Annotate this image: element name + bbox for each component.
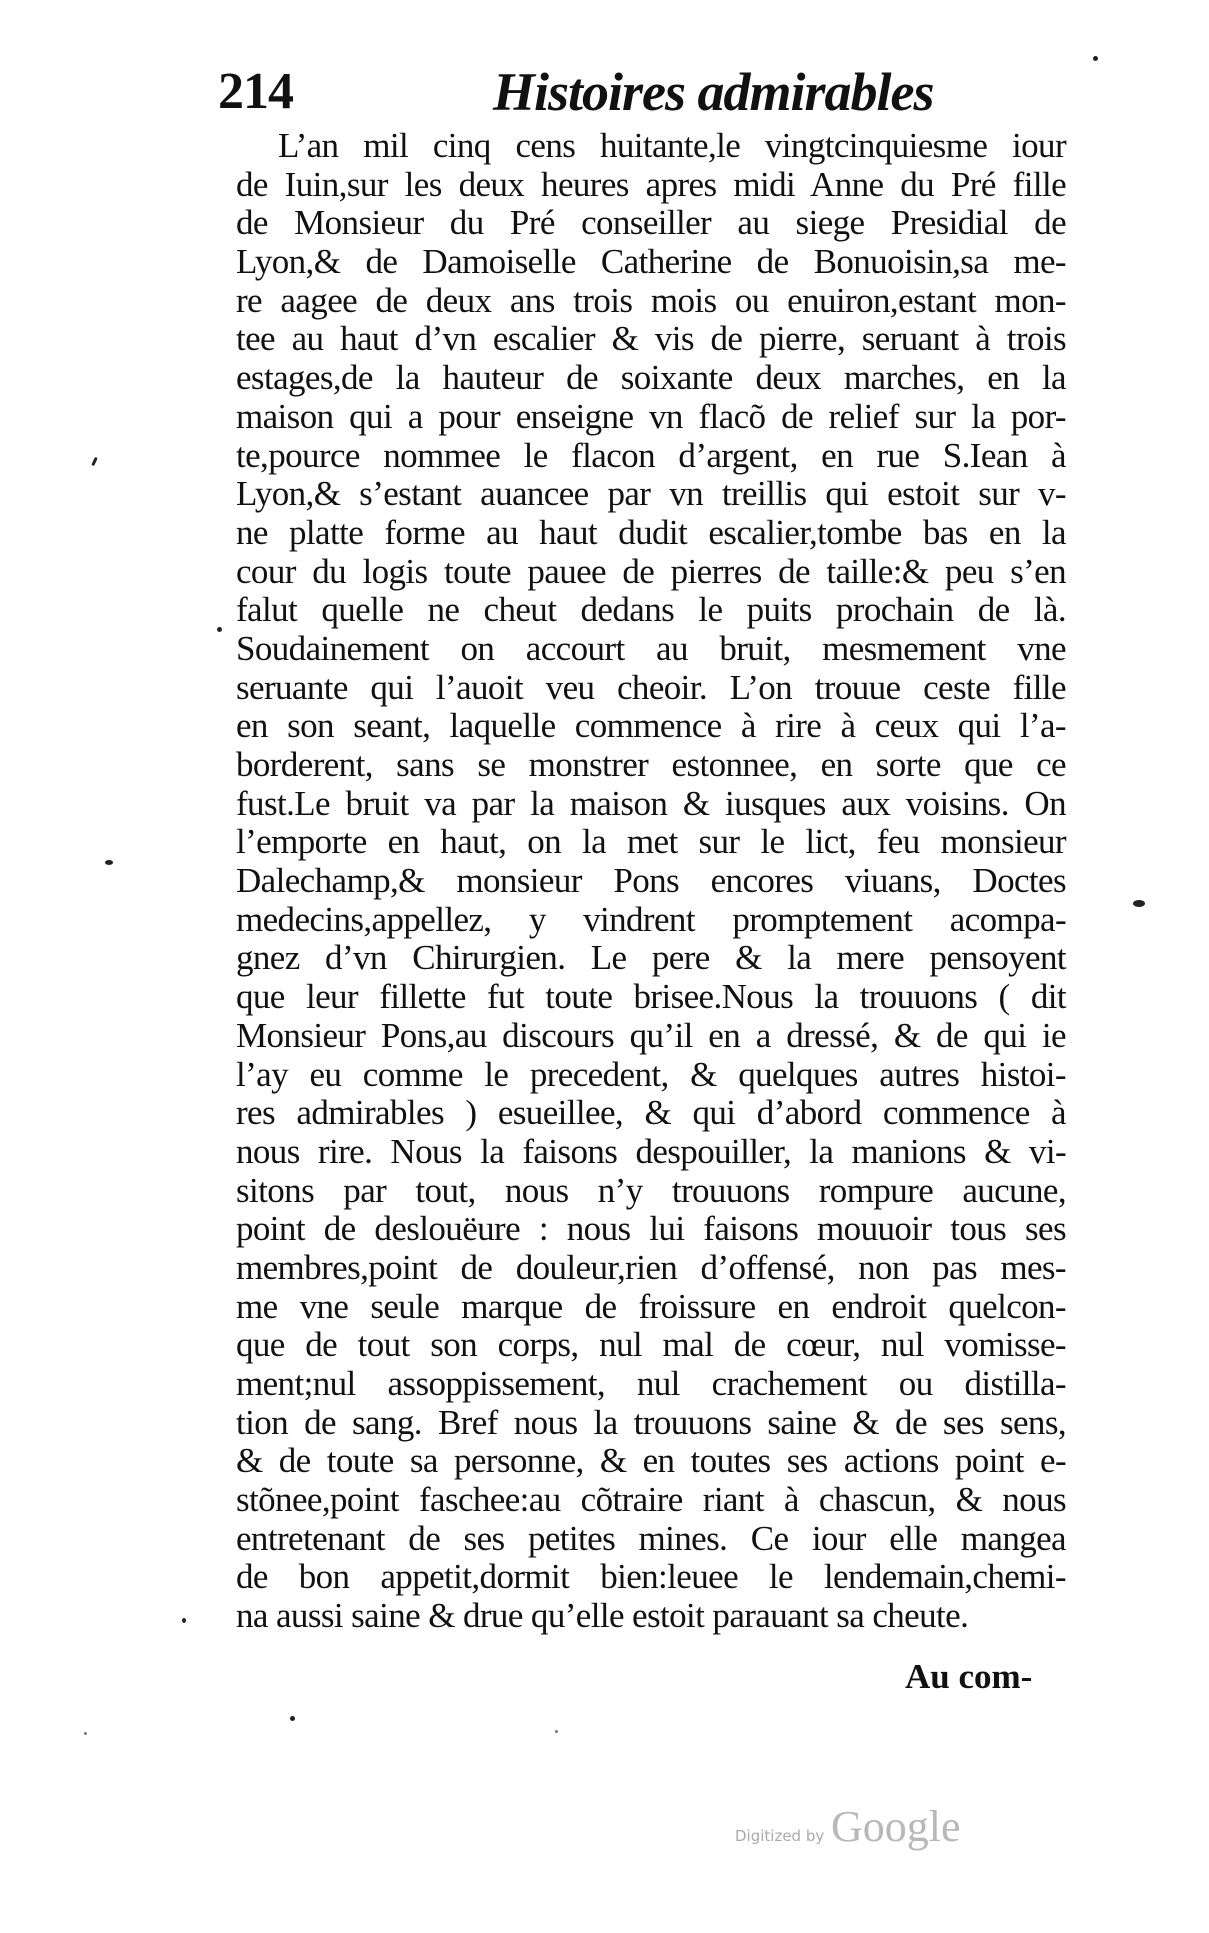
- text-line: na aussi saine & drue qu’elle estoit parauant sa cheute.: [236, 1596, 969, 1636]
- text-line: me vne seule marque de froissure en endroit quelcon-: [236, 1286, 1066, 1326]
- scan-speck: [217, 627, 222, 632]
- text-line: sitons par tout, nous n’y trouuons rompure aucune,: [236, 1170, 1066, 1210]
- text-line: en son seant, laquelle commence à rire à ceux qui l’a-: [236, 706, 1066, 746]
- text-line: Lyon,& s’estant auancee par vn treillis qui estoit sur v-: [236, 474, 1066, 514]
- text-line: tee au haut d’vn escalier & vis de pierre, seruant à trois: [236, 319, 1066, 359]
- text-line: gnez d’vn Chirurgien. Le pere & la mere pensoyent: [236, 938, 1066, 978]
- text-line: stõnee,point faschee:au cõtraire riant à chascun, & nous: [236, 1480, 1066, 1520]
- text-line: falut quelle ne cheut dedans le puits prochain de là.: [236, 590, 1066, 630]
- text-line: re aagee de deux ans trois mois ou enuiron,estant mon-: [236, 280, 1066, 320]
- page-number: 214: [218, 63, 293, 120]
- scan-speck: [105, 860, 113, 865]
- text-line: cour du logis toute pauee de pierres de taille:& peu s’en: [236, 551, 1066, 591]
- catchword: Au com-: [905, 1657, 1033, 1696]
- page-header: [218, 52, 1038, 132]
- text-line: que de tout son corps, nul mal de cœur, nul vomisse-: [236, 1325, 1066, 1365]
- text-line: que leur fillette fut toute brisee.Nous la trouuons ( dit: [236, 977, 1066, 1017]
- text-line: de bon appetit,dormit bien:leuee le lendemain,chemi-: [236, 1557, 1066, 1597]
- text-line: ment;nul assoppissement, nul crachement ou distilla-: [236, 1364, 1066, 1403]
- text-line: point de deslouëure : nous lui faisons mouuoir tous ses: [236, 1209, 1066, 1249]
- text-line: nous rire. Nous la faisons despouiller, la manions & vi-: [236, 1131, 1066, 1171]
- text-line: de Iuin,sur les deux heures apres midi Anne du Pré fille: [236, 164, 1066, 204]
- scan-speck: [91, 457, 98, 466]
- scan-speck: [84, 1732, 87, 1735]
- text-line: maison qui a pour enseigne vn flacõ de relief sur la por-: [236, 396, 1066, 436]
- text-line: borderent, sans se monstrer estonnee, en sorte que ce: [236, 745, 1066, 784]
- text-line: de Monsieur du Pré conseiller au siege Presidial de: [236, 203, 1066, 243]
- running-title: Histoires admirables: [493, 62, 934, 122]
- scan-speck: [1093, 56, 1098, 61]
- text-line: tion de sang. Bref nous la trouuons saine & de ses sens,: [236, 1402, 1066, 1442]
- scan-speck: [1133, 900, 1145, 907]
- text-line: estages,de la hauteur de soixante deux marches, en la: [236, 358, 1066, 398]
- text-line: medecins,appellez, y vindrent promptement acompa-: [236, 899, 1066, 939]
- text-line: & de toute sa personne, & en toutes ses actions point e-: [236, 1441, 1066, 1481]
- watermark-prefix: Digitized by: [735, 1827, 825, 1845]
- text-line: l’ay eu comme le precedent, & quelques autres histoi-: [236, 1054, 1066, 1094]
- text-line: L’an mil cinq cens huitante,le vingtcinquiesme iour: [278, 126, 1066, 165]
- text-line: te,pource nommee le flacon d’argent, en rue S.Iean à: [236, 435, 1066, 475]
- body-text: [236, 127, 1066, 1636]
- text-line: Soudainement on accourt au bruit, mesmement vne: [236, 628, 1066, 668]
- text-line: res admirables ) esueillee, & qui d’abord commence à: [236, 1093, 1066, 1133]
- text-line: ne platte forme au haut dudit escalier,tombe bas en la: [236, 512, 1066, 552]
- digitized-watermark: [735, 1797, 995, 1857]
- text-line: Lyon,& de Damoiselle Catherine de Bonuoisin,sa me-: [236, 242, 1066, 282]
- text-line: membres,point de douleur,rien d’offensé, non pas mes-: [236, 1247, 1066, 1287]
- scan-speck: [182, 1618, 186, 1623]
- text-line: Monsieur Pons,au discours qu’il en a dressé, & de qui ie: [236, 1015, 1066, 1055]
- text-line: Dalechamp,& monsieur Pons encores viuans, Doctes: [236, 861, 1066, 901]
- scan-speck: [290, 1716, 295, 1721]
- google-logo: Google: [831, 1802, 961, 1851]
- text-line: seruante qui l’auoit veu cheoir. L’on trouue ceste fille: [236, 667, 1066, 707]
- scan-speck: [555, 1730, 558, 1733]
- text-line: entretenant de ses petites mines. Ce iour elle mangea: [236, 1518, 1066, 1558]
- text-line: l’emporte en haut, on la met sur le lict, feu monsieur: [236, 822, 1066, 862]
- text-line: fust.Le bruit va par la maison & iusques aux voisins. On: [236, 783, 1066, 823]
